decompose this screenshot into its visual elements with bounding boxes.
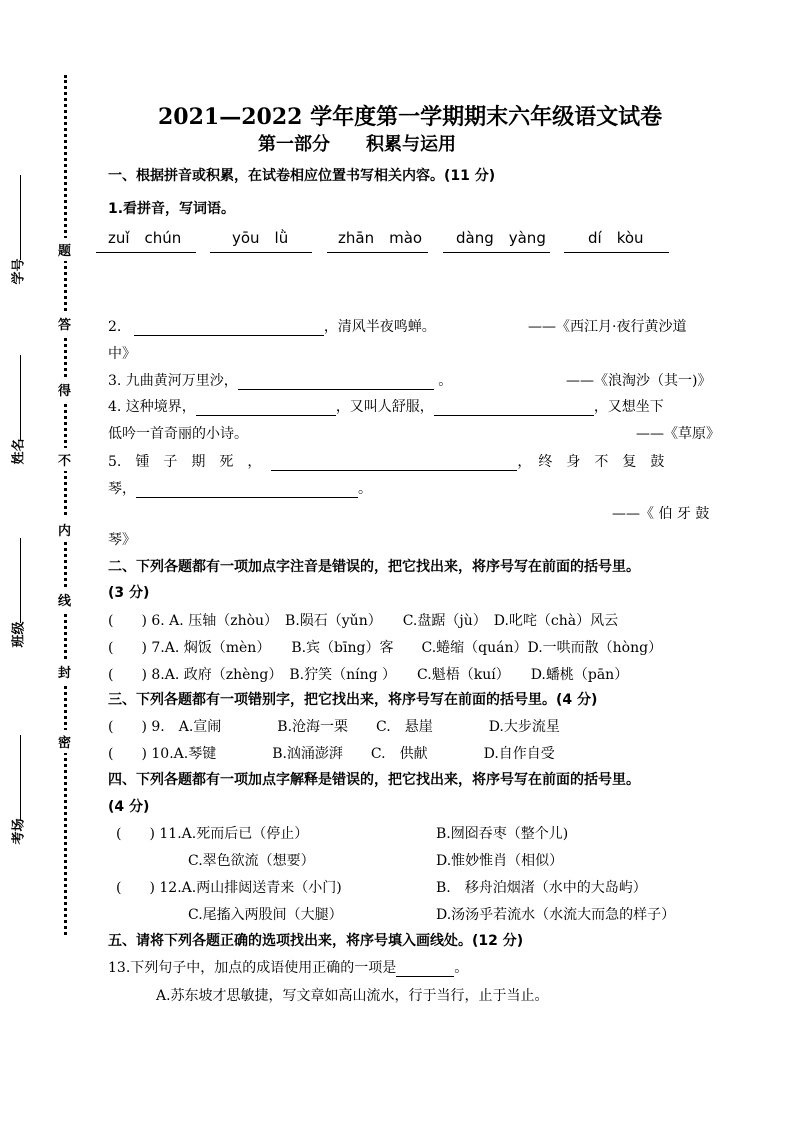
q12-d: D.汤汤乎若流水（水流大而急的样子） [436, 907, 676, 923]
q4-text-c: ，又想坐下 [593, 399, 664, 415]
q11-c: C.翠色欲流（想要） [188, 853, 315, 869]
q4-source: ——《草原》 [636, 426, 720, 442]
class-label: 班级 [11, 621, 27, 648]
q5-blank-1[interactable] [271, 456, 517, 471]
q2-number: 2. [108, 319, 122, 335]
section3-heading: 三、下列各题都有一项错别字，把它找出来，将序号写在前面的括号里。(4 分) [108, 692, 598, 708]
q4-blank-2[interactable] [434, 401, 594, 416]
q2-text: ，清风半夜鸣蝉。 [323, 319, 436, 335]
answer-line-1[interactable] [96, 252, 196, 253]
section2-score: (3 分) [108, 585, 150, 601]
q2-source: ——《西江月·夜行黄沙道 [528, 319, 687, 335]
q12-b: B. 移舟泊烟渚（水中的大岛屿） [436, 880, 647, 896]
q12-a: ( ) 12.A.两山排闼送青来（小门) [116, 880, 342, 896]
binding-char: 答 [58, 312, 71, 335]
q5 [108, 451, 664, 471]
q9: ( ) 9. A.宣闹 B.沧海一栗 C. 悬崖 D.大步流星 [108, 719, 560, 735]
q11-b: B.囫囵吞枣（整个儿) [436, 826, 569, 842]
q3-text: 3. 九曲黄河万里沙， [108, 373, 238, 389]
section4-score: (4 分) [108, 799, 150, 815]
q2-blank[interactable] [134, 321, 324, 336]
answer-line-5[interactable] [564, 252, 669, 253]
q2-source-cont: 中》 [108, 346, 136, 362]
q11-a: ( ) 11.A.死而后已（停止） [116, 826, 309, 842]
answer-line-4[interactable] [443, 252, 550, 253]
q3-end: 。 [438, 373, 453, 389]
q4-blank-1[interactable] [196, 401, 336, 416]
q5-blank-2[interactable] [136, 483, 358, 498]
binding-char: 线 [58, 588, 71, 611]
q4 [108, 396, 664, 416]
pinyin-4: dàng yàng [456, 229, 546, 247]
answer-line-3[interactable] [327, 252, 428, 253]
name-label: 姓名 [11, 438, 27, 465]
q11-d: D.惟妙惟肖（相似） [436, 853, 564, 869]
q5-source-cont: 琴》 [108, 532, 136, 548]
q13-text: 13.下列句子中，加点的成语使用正确的一项是 [108, 960, 397, 976]
q1-label: 1.看拼音，写词语。 [108, 201, 236, 217]
exam-room-line[interactable] [20, 735, 21, 820]
q13-end: 。 [454, 960, 469, 976]
q7: ( ) 7.A. 焖饭（mèn） B.宾（bīng）客 C.蜷缩（quán）D.一哄而散（hòng） [108, 640, 663, 656]
q13 [108, 957, 468, 977]
q3-blank[interactable] [238, 375, 434, 390]
q3-source: ——《浪淘沙（其一)》 [566, 373, 712, 389]
binding-char: 得 [58, 378, 71, 401]
exam-room-label: 考场 [11, 818, 27, 845]
q4-line2: 低吟一首奇丽的小诗。 [108, 426, 248, 442]
q5-text-c: 琴， [108, 481, 136, 497]
q5-line2 [108, 478, 372, 498]
pinyin-3: zhān mào [338, 229, 423, 247]
q3 [108, 370, 452, 390]
q5-text-a: 5. 锺 子 期 死 ， [108, 454, 262, 470]
binding-dotted-line [64, 75, 67, 935]
q6: ( ) 6. A. 压轴（zhòu） B.陨石（yǔn） C.盘踞（jù） D.叱咤（chà）风云 [108, 613, 619, 629]
student-id-line[interactable] [20, 175, 21, 260]
pinyin-1: zuǐ chún [108, 229, 182, 247]
pinyin-2: yōu lǜ [232, 229, 289, 247]
q5-text-b: ， 终 身 不 复 鼓 [517, 454, 665, 470]
section4-heading: 四、下列各题都有一项加点字解释是错误的，把它找出来，将序号写在前面的括号里。 [108, 772, 640, 788]
section5-heading: 五、请将下列各题正确的选项找出来，将序号填入画线处。(12 分) [108, 933, 524, 949]
answer-line-2[interactable] [210, 252, 312, 253]
q5-source: ——《 伯 牙 鼓 [612, 506, 710, 522]
binding-char: 内 [58, 518, 71, 541]
q12-c: C.尾搐入两股间（大腿） [188, 907, 343, 923]
binding-char: 不 [58, 448, 71, 471]
page-title: 2021—2022 学年度第一学期期末六年级语文试卷 [158, 104, 663, 130]
name-line[interactable] [20, 355, 21, 440]
binding-char: 封 [58, 660, 71, 683]
q8: ( ) 8.A. 政府（zhèng） B.狞笑（níng ） C.魁梧（kuí） D.蟠桃（pān） [108, 667, 629, 683]
class-line[interactable] [20, 538, 21, 623]
pinyin-5: dí kòu [588, 229, 644, 247]
q5-end: 。 [358, 481, 372, 497]
part-title: 第一部分 积累与运用 [258, 134, 456, 155]
q13-blank[interactable] [396, 962, 454, 977]
q4-text-a: 4. 这种境界， [108, 399, 196, 415]
binding-char: 题 [58, 238, 71, 261]
section1-heading: 一、根据拼音或积累，在试卷相应位置书写相关内容。(11 分) [108, 168, 496, 184]
binding-char: 密 [58, 730, 71, 753]
student-id-label: 学号 [11, 258, 27, 285]
q10: ( ) 10.A.琴键 B.汹涌澎湃 C. 供献 D.自作自受 [108, 746, 555, 762]
q2 [108, 316, 436, 336]
section2-heading: 二、下列各题都有一项加点字注音是错误的，把它找出来，将序号写在前面的括号里。 [108, 559, 640, 575]
q4-text-b: ，又叫人舒服， [335, 399, 434, 415]
q13-option-a: A.苏东坡才思敏捷，写文章如高山流水，行于当行，止于当止。 [156, 988, 549, 1004]
